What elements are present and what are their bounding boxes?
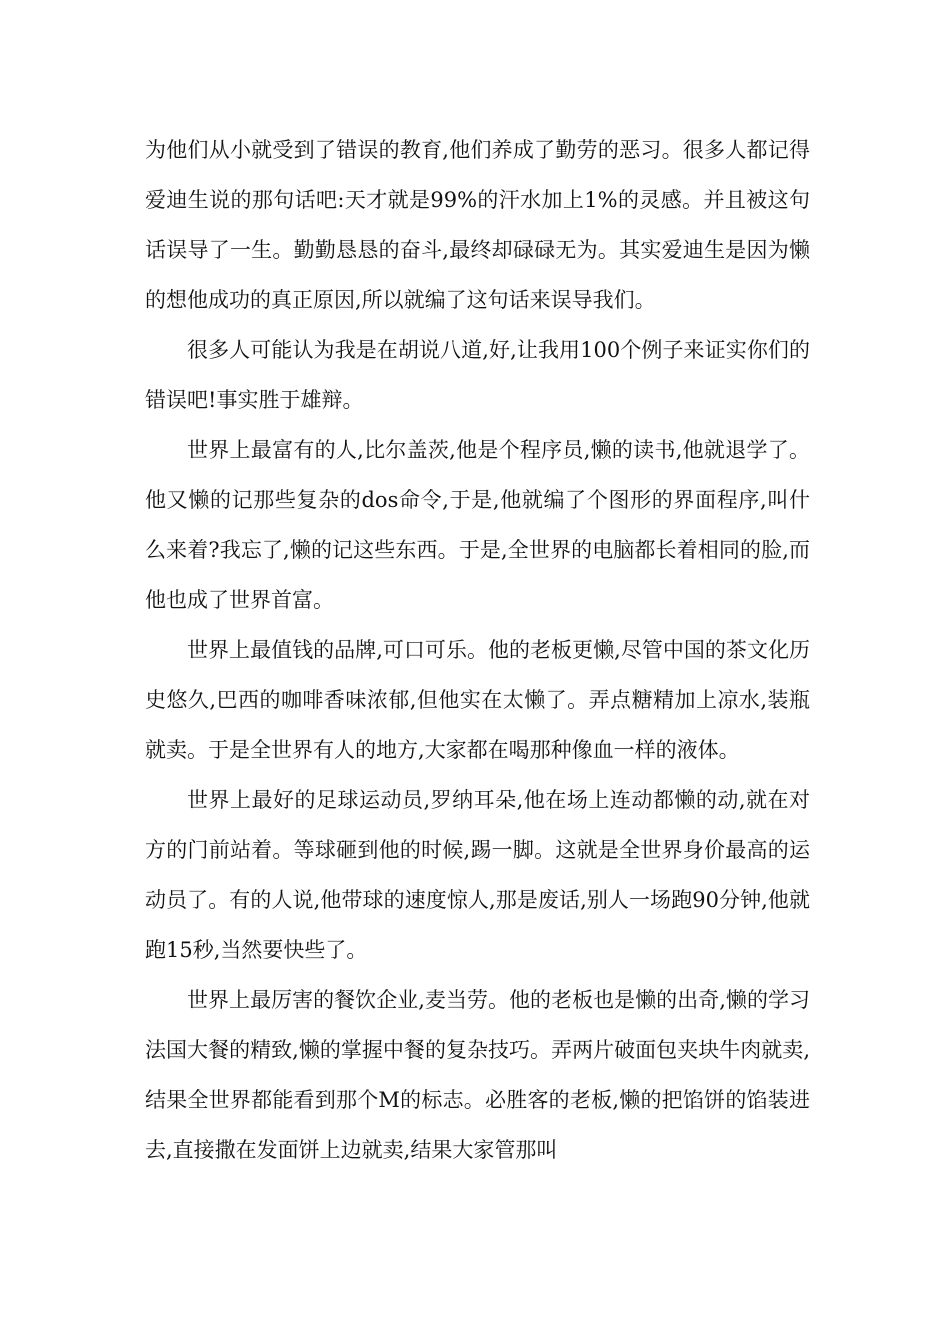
paragraph: 为他们从小就受到了错误的教育,他们养成了勤劳的恶习。很多人都记得爱迪生说的那句话吧:天才就是99%的汗水加上1%的灵感。并且被这句话误导了一生。勤勤恳恳的奋斗,最终却碌碌无为。其实爱迪生是因为懒的想他成功的真正原因,所以就编了这句话来误导我们。 — [145, 138, 810, 312]
document-body — [145, 125, 810, 1175]
paragraph: 世界上最值钱的品牌,可口可乐。他的老板更懒,尽管中国的茶文化历史悠久,巴西的咖啡香味浓郁,但他实在太懒了。弄点糖精加上凉水,装瓶就卖。于是全世界有人的地方,大家都在喝那种像血一样的液体。 — [145, 638, 810, 762]
paragraph: 世界上最富有的人,比尔盖茨,他是个程序员,懒的读书,他就退学了。他又懒的记那些复杂的dos命令,于是,他就编了个图形的界面程序,叫什么来着?我忘了,懒的记这些东西。于是,全世界的电脑都长着相同的脸,而他也成了世界首富。 — [145, 438, 810, 612]
paragraph: 世界上最厉害的餐饮企业,麦当劳。他的老板也是懒的出奇,懒的学习法国大餐的精致,懒的掌握中餐的复杂技巧。弄两片破面包夹块牛肉就卖,结果全世界都能看到那个M的标志。必胜客的老板,懒的把馅饼的馅装进去,直接撒在发面饼上边就卖,结果大家管那叫 — [145, 988, 810, 1162]
paragraph: 很多人可能认为我是在胡说八道,好,让我用100个例子来证实你们的错误吧!事实胜于雄辩。 — [145, 338, 810, 412]
paragraph: 世界上最好的足球运动员,罗纳耳朵,他在场上连动都懒的动,就在对方的门前站着。等球砸到他的时候,踢一脚。这就是全世界身价最高的运动员了。有的人说,他带球的速度惊人,那是废话,别人一场跑90分钟,他就跑15秒,当然要快些了。 — [145, 788, 810, 962]
